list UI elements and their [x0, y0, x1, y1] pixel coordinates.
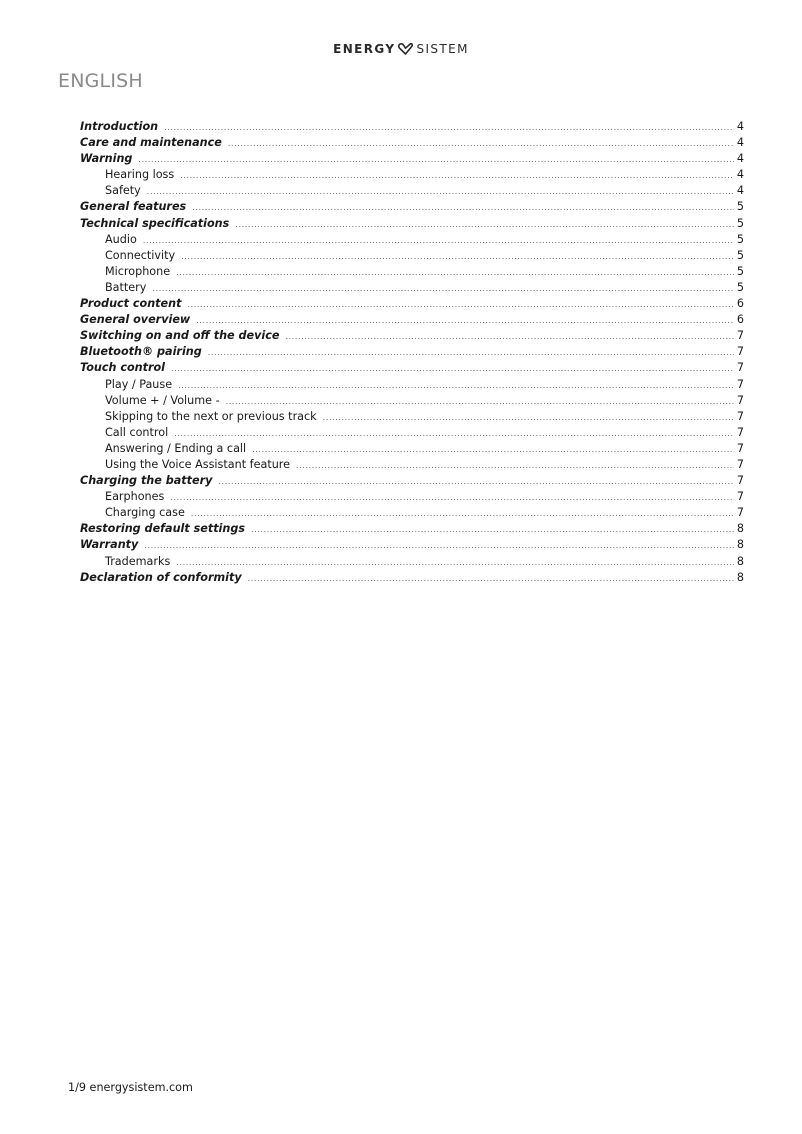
toc-entry-page-number: 5 [736, 248, 744, 262]
toc-entry[interactable] [80, 312, 744, 328]
dot-leader [208, 345, 734, 361]
toc-entry-title: Charging the battery [80, 474, 213, 488]
dot-leader [178, 378, 734, 394]
toc-entry[interactable] [80, 473, 744, 489]
brand-logo [0, 40, 802, 58]
toc-entry-title: Technical specifications [80, 216, 230, 230]
table-of-contents [80, 119, 744, 586]
toc-entry-page-number: 7 [736, 441, 744, 455]
language-heading: ENGLISH [58, 70, 143, 92]
toc-entry-title: Safety [105, 184, 141, 198]
logo-text-energy: ENERGY [333, 42, 396, 56]
toc-entry-title: Introduction [80, 120, 159, 133]
toc-entry[interactable] [80, 119, 744, 135]
toc-entry[interactable] [80, 328, 744, 344]
toc-entry-page-number: 8 [736, 554, 744, 568]
toc-entry[interactable] [80, 135, 744, 151]
dot-leader [164, 120, 734, 136]
dot-leader [138, 152, 733, 168]
toc-entry-title: Skipping to the next or previous track [105, 409, 317, 423]
toc-entry-page-number: 7 [736, 490, 744, 504]
toc-subentry[interactable] [80, 489, 744, 505]
toc-entry-title: Volume + / Volume - [105, 393, 220, 407]
toc-subentry[interactable] [80, 505, 744, 521]
toc-entry-page-number: 7 [736, 345, 744, 359]
toc-entry-title: Trademarks [105, 554, 171, 568]
toc-entry-title: Warning [80, 152, 133, 166]
toc-subentry[interactable] [80, 264, 744, 280]
dot-leader [228, 136, 734, 152]
toc-entry-page-number: 6 [736, 313, 744, 327]
toc-entry-page-number: 8 [736, 538, 744, 552]
toc-subentry[interactable] [80, 457, 744, 473]
toc-entry-page-number: 7 [736, 409, 744, 423]
toc-entry[interactable] [80, 570, 744, 586]
toc-entry-page-number: 5 [736, 264, 744, 278]
page-footer: 1/9 energysistem.com [68, 1081, 193, 1094]
toc-entry-page-number: 7 [736, 506, 744, 520]
dot-leader [152, 281, 733, 297]
dot-leader [226, 394, 734, 410]
toc-entry-page-number: 7 [736, 393, 744, 407]
dot-leader [252, 442, 734, 458]
toc-entry[interactable] [80, 537, 744, 553]
toc-subentry[interactable] [80, 441, 744, 457]
toc-entry[interactable] [80, 151, 744, 167]
toc-entry-title: Microphone [105, 264, 171, 278]
dot-leader [248, 571, 734, 587]
dot-leader [144, 538, 734, 554]
toc-entry[interactable] [80, 296, 744, 312]
toc-entry-title: Declaration of conformity [80, 570, 242, 584]
toc-entry-page-number: 7 [736, 425, 744, 439]
dot-leader [143, 233, 734, 249]
dot-leader [171, 361, 734, 377]
toc-entry-title: Play / Pause [105, 377, 173, 391]
dot-leader [181, 249, 734, 265]
toc-entry-page-number: 4 [736, 120, 744, 133]
toc-entry-title: Bluetooth® pairing [80, 345, 202, 359]
toc-subentry[interactable] [80, 393, 744, 409]
dot-leader [285, 329, 733, 345]
toc-entry-page-number: 7 [736, 457, 744, 471]
dot-leader [192, 200, 734, 216]
toc-subentry[interactable] [80, 280, 744, 296]
toc-entry-page-number: 7 [736, 361, 744, 375]
toc-entry-page-number: 5 [736, 232, 744, 246]
dot-leader [180, 168, 734, 184]
toc-entry-page-number: 5 [736, 200, 744, 214]
dot-leader [235, 217, 734, 233]
toc-subentry[interactable] [80, 554, 744, 570]
dot-leader [170, 490, 734, 506]
dot-leader [323, 410, 734, 426]
toc-subentry[interactable] [80, 248, 744, 264]
toc-entry[interactable] [80, 521, 744, 537]
dot-leader [218, 474, 733, 490]
toc-entry-title: General overview [80, 313, 191, 327]
toc-entry-title: Battery [105, 280, 147, 294]
toc-entry-page-number: 7 [736, 474, 744, 488]
toc-entry-title: Switching on and off the device [80, 329, 280, 343]
heart-check-icon [398, 43, 413, 55]
toc-entry-page-number: 4 [736, 152, 744, 166]
toc-entry-page-number: 4 [736, 168, 744, 182]
dot-leader [176, 555, 734, 571]
toc-entry[interactable] [80, 360, 744, 376]
toc-entry-title: General features [80, 200, 187, 214]
toc-entry-title: Call control [105, 425, 169, 439]
toc-subentry[interactable] [80, 377, 744, 393]
toc-entry-page-number: 6 [736, 297, 744, 311]
toc-entry-title: Product content [80, 297, 182, 311]
toc-entry-title: Warranty [80, 538, 139, 552]
toc-entry[interactable] [80, 199, 744, 215]
toc-entry-title: Connectivity [105, 248, 176, 262]
toc-entry-page-number: 5 [736, 280, 744, 294]
toc-subentry[interactable] [80, 232, 744, 248]
toc-entry-title: Answering / Ending a call [105, 441, 247, 455]
dot-leader [296, 458, 734, 474]
toc-entry-page-number: 8 [736, 522, 744, 536]
toc-subentry[interactable] [80, 409, 744, 425]
toc-subentry[interactable] [80, 183, 744, 199]
dot-leader [187, 297, 733, 313]
toc-entry-title: Audio [105, 232, 137, 246]
dot-leader [174, 426, 734, 442]
toc-entry-page-number: 5 [736, 216, 744, 230]
toc-entry-page-number: 7 [736, 329, 744, 343]
toc-entry-title: Care and maintenance [80, 136, 222, 150]
toc-entry-title: Restoring default settings [80, 522, 246, 536]
dot-leader [196, 313, 734, 329]
toc-entry-page-number: 4 [736, 136, 744, 150]
dot-leader [176, 265, 734, 281]
toc-entry-title: Using the Voice Assistant feature [105, 457, 291, 471]
toc-entry-page-number: 7 [736, 377, 744, 391]
logo-text-sistem: SISTEM [416, 42, 469, 56]
dot-leader [147, 184, 734, 200]
toc-entry-title: Touch control [80, 361, 165, 375]
toc-entry-title: Earphones [105, 490, 165, 504]
toc-entry-title: Hearing loss [105, 168, 175, 182]
toc-subentry[interactable] [80, 167, 744, 183]
toc-entry[interactable] [80, 344, 744, 360]
dot-leader [251, 522, 734, 538]
toc-subentry[interactable] [80, 425, 744, 441]
toc-entry-page-number: 4 [736, 184, 744, 198]
dot-leader [191, 506, 734, 522]
toc-entry[interactable] [80, 216, 744, 232]
toc-entry-page-number: 8 [736, 570, 744, 584]
toc-entry-title: Charging case [105, 506, 185, 520]
